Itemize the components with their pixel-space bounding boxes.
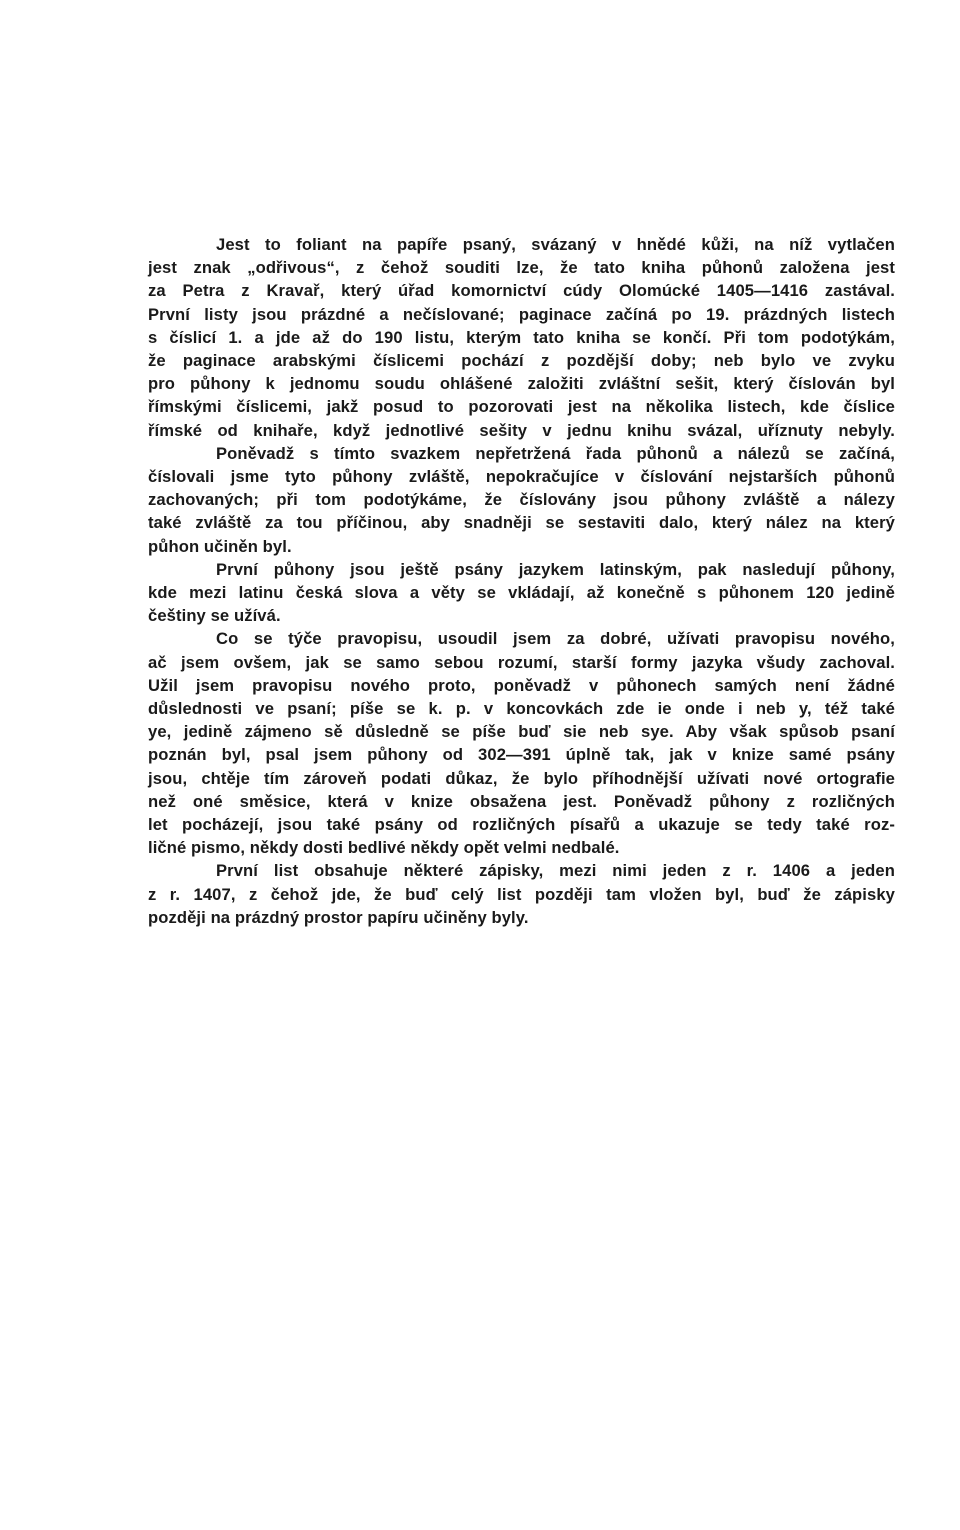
text-line: půhon učiněn byl. (148, 536, 292, 556)
text-line: zachovaných; při tom podotýkáme, že číslovány jsou půhony zvláště a nálezy (148, 490, 895, 510)
text-line: než oné směsice, která v knize obsažena jest. Poněvadž půhony z rozličných (148, 791, 895, 811)
paragraph-3 (80, 558, 895, 628)
text-line: také zvláště za tou příčinou, aby snadněji se sestaviti dalo, který nález na který (148, 513, 895, 533)
text-line: ličné pismo, někdy dosti bedlivé někdy opět velmi nedbalé. (148, 838, 620, 858)
text-line: První listy jsou prázdné a nečíslované; paginace začíná po 19. prázdných listech (148, 304, 895, 324)
text-line: jest znak „odřivous“, z čehož souditi lze, že tato kniha půhonů založena jest (148, 258, 895, 278)
text-line: Poněvadž s tímto svazkem nepřetržená řada půhonů a nálezů se začíná, (216, 443, 895, 463)
text-line: Jest to foliant na papíře psaný, svázaný v hnědé kůži, na níž vytlačen (216, 235, 895, 254)
text-line: První půhony jsou ještě psány jazykem latinským, pak nasledují půhony, (216, 559, 895, 579)
text-line: za Petra z Kravař, který úřad komornictví cúdy Olomúcké 1405—1416 zastával. (148, 281, 895, 301)
text-line: ač jsem ovšem, jak se samo sebou rozumí, starší formy jazyka všudy zachoval. (148, 652, 895, 672)
text-line: římskými číslicemi, jakž posud to pozorovati jest na několika listech, kde číslice (148, 397, 895, 417)
paragraph-2 (80, 442, 895, 558)
text-line: že paginace arabskými číslicemi pochází z pozdější doby; neb bylo ve zvyku (148, 351, 895, 371)
text-line: let pocházejí, jsou také psány od rozličných písařů a ukazuje se tedy také roz- (148, 815, 895, 835)
text-line: Užil jsem pravopisu nového proto, poněvadž v půhonech samých není žádné (148, 675, 895, 695)
paragraph-4 (80, 627, 895, 859)
text-line: češtiny se užívá. (148, 606, 281, 626)
text-line: Co se týče pravopisu, usoudil jsem za dobré, užívati pravopisu nového, (216, 629, 895, 649)
text-line: později na prázdný prostor papíru učiněny byly. (148, 907, 529, 927)
text-line: ye, jedině zájmeno sě důsledně se píše buď sie neb sye. Aby však spůsob psaní (148, 722, 895, 742)
text-line: z r. 1407, z čehož jde, že buď celý list později tam vložen byl, buď že zápisky (148, 884, 895, 904)
text-line: římské od knihaře, když jednotlivé sešity v jednu knihu svázal, uříznuty nebyly. (148, 420, 895, 440)
text-line: První list obsahuje některé zápisky, mezi nimi jeden z r. 1406 a jeden (216, 861, 895, 881)
text-line: poznán byl, psal jsem půhony od 302—391 úplně tak, jak v knize samé psány (148, 745, 895, 765)
text-line: jsou, chtěje tím zároveň podati důkaz, že bylo příhodnější užívati nové ortografie (148, 768, 895, 788)
text-line: číslovali jsme tyto půhony zvláště, nepokračujíce v číslování nejstarších půhonů (148, 467, 895, 487)
text-line: důslednosti ve psaní; píše se k. p. v koncovkách zde ie onde i neb y, též také (148, 699, 895, 719)
paragraph-5 (80, 859, 895, 929)
body-text (80, 233, 895, 929)
text-line: pro půhony k jednomu soudu ohlášené založiti zvláštní sešit, který číslován byl (148, 374, 895, 394)
text-line: s číslicí 1. a jde až do 190 listu, kterým tato kniha se končí. Při tom podotýkám, (148, 327, 895, 347)
text-line: kde mezi latinu česká slova a věty se vkládají, až konečně s půhonem 120 jedině (148, 583, 895, 603)
paragraph-1 (80, 233, 895, 442)
